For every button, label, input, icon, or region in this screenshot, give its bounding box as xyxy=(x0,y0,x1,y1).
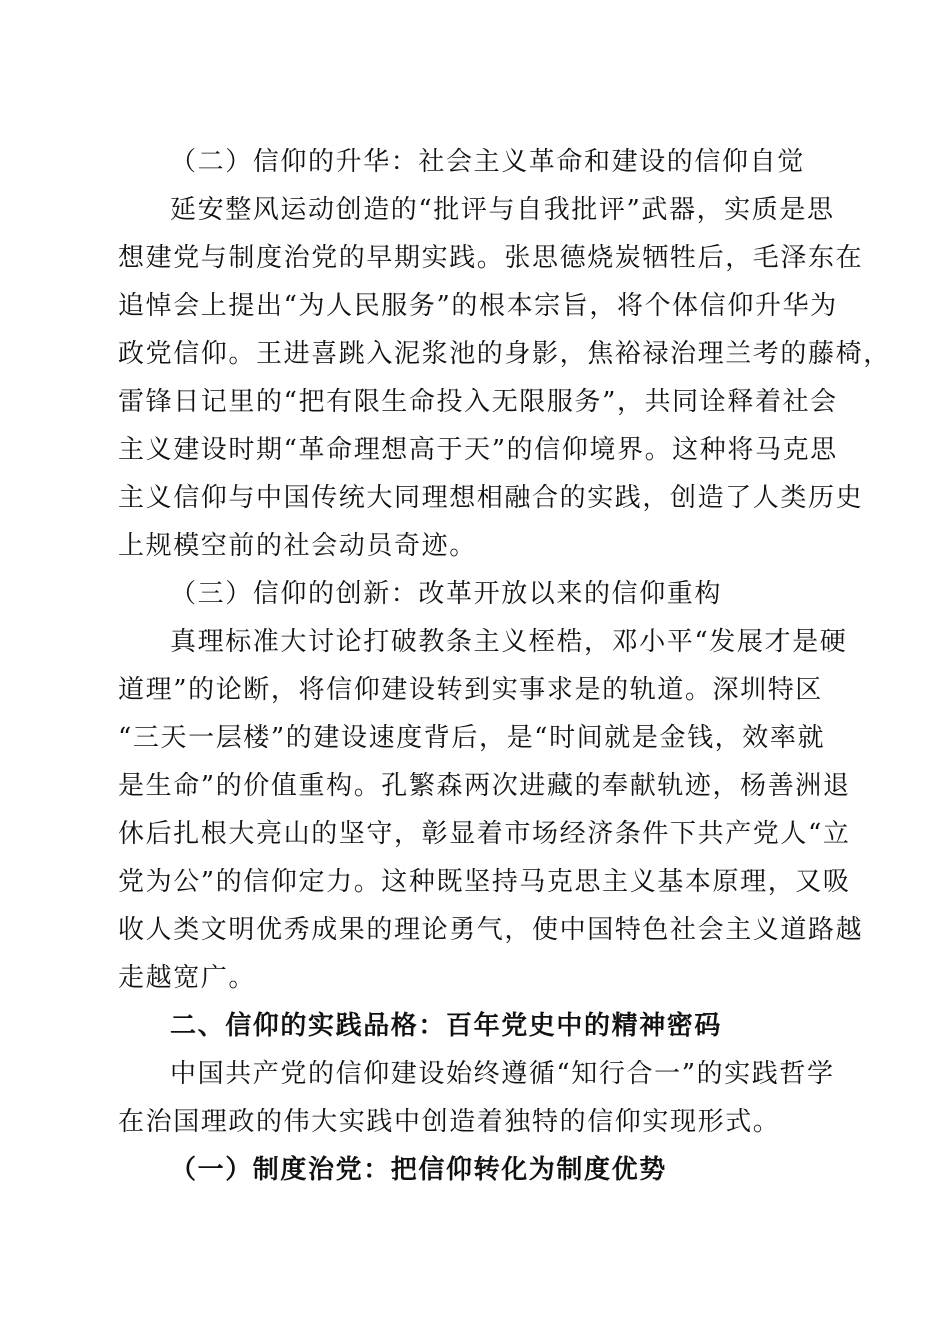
paragraph-line: 中国共产党的信仰建设始终遵循“知行合一”的实践哲学 xyxy=(170,1059,835,1089)
paragraph-line: 休后扎根大亮山的坚守，彰显着市场经济条件下共产党人“立 xyxy=(118,819,851,849)
paragraph-line: 雷锋日记里的“把有限生命投入无限服务”，共同诠释着社会 xyxy=(118,387,838,417)
paragraph-line: 道理”的论断，将信仰建设转到实事求是的轨道。深圳特区 xyxy=(118,675,823,705)
paragraph-line: 政党信仰。王进喜跳入泥浆池的身影，焦裕禄治理兰考的藤椅， xyxy=(118,339,891,369)
section-heading-3-1: （一）制度治党：把信仰转化为制度优势 xyxy=(170,1155,667,1185)
paragraph-line: 走越宽广。 xyxy=(118,963,257,993)
paragraph-line: 想建党与制度治党的早期实践。张思德烧炭牺牲后，毛泽东在 xyxy=(118,243,864,273)
paragraph-line: 主义建设时期“革命理想高于天”的信仰境界。这种将马克思 xyxy=(118,435,838,465)
paragraph-line: 在治国理政的伟大实践中创造着独特的信仰实现形式。 xyxy=(118,1107,781,1137)
paragraph-line: 是生命”的价值重构。孔繁森两次进藏的奉献轨迹，杨善洲退 xyxy=(118,771,851,801)
paragraph-line: 追悼会上提出“为人民服务”的根本宗旨，将个体信仰升华为 xyxy=(118,291,838,321)
paragraph-line: 主义信仰与中国传统大同理想相融合的实践，创造了人类历史 xyxy=(118,483,864,513)
section-heading-3: 二、信仰的实践品格：百年党史中的精神密码 xyxy=(170,1011,723,1041)
paragraph-line: 延安整风运动创造的“批评与自我批评”武器，实质是思 xyxy=(170,195,835,225)
paragraph-line: 上规模空前的社会动员奇迹。 xyxy=(118,531,477,561)
paragraph-line: 收人类文明优秀成果的理论勇气，使中国特色社会主义道路越 xyxy=(118,915,864,945)
section-heading-2-3: （三）信仰的创新：改革开放以来的信仰重构 xyxy=(170,579,723,609)
paragraph-line: 党为公”的信仰定力。这种既坚持马克思主义基本原理，又吸 xyxy=(118,867,851,897)
paragraph-line: 真理标准大讨论打破教条主义桎梏，邓小平“发展才是硬 xyxy=(170,627,848,657)
section-heading-2-2: （二）信仰的升华：社会主义革命和建设的信仰自觉 xyxy=(170,147,805,177)
paragraph-line: “三天一层楼”的建设速度背后，是“时间就是金钱，效率就 xyxy=(118,723,826,753)
document-page xyxy=(118,138,891,1194)
